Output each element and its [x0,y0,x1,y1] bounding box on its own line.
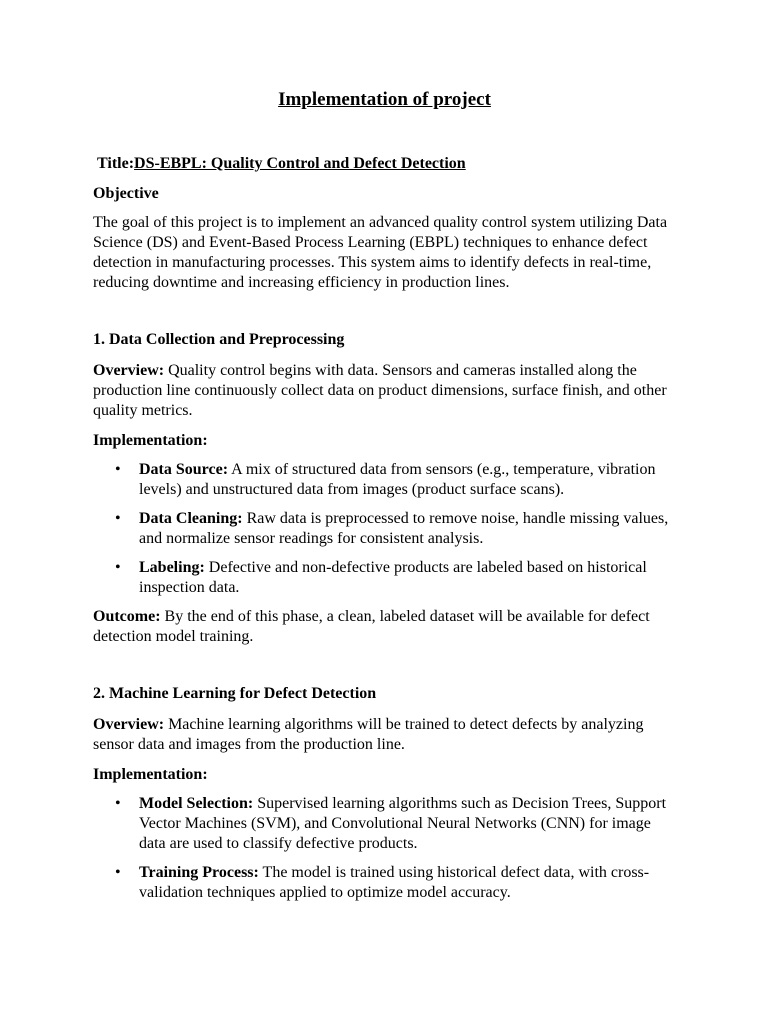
list-item [93,863,676,903]
bullet-text: Supervised learning algorithms such as Decision Trees, Support Vector Machines (SVM), and Convolutional Neural Networks (CNN) for image data are used to classify defective products. [139,795,667,852]
bullet-label: Training Process: [139,864,259,881]
overview-label: Overview: [93,716,165,733]
section-2-bullet-list [93,794,676,903]
section-1-overview [93,361,676,421]
section-1-implementation-heading: Implementation: [93,432,208,449]
bullet-label: Labeling: [139,559,205,576]
overview-text: Quality control begins with data. Sensors and cameras installed along the production line continuously collect data on product dimensions, surface finish, and other quality metrics. [93,362,667,419]
outcome-text: By the end of this phase, a clean, labeled dataset will be available for defect detection model training. [93,608,650,645]
project-name: DS-EBPL: Quality Control and Defect Detection [134,155,466,172]
list-item [93,460,676,500]
bullet-text: The model is trained using historical defect data, with cross-validation techniques applied to optimize model accuracy. [139,864,650,901]
section-1-outcome [93,607,676,647]
bullet-label: Data Cleaning: [139,510,243,527]
section-1-bullet-list [93,460,676,598]
list-item [93,794,676,854]
objective-paragraph: The goal of this project is to implement an advanced quality control system utilizing Data Science (DS) and Event-Based Process Learning (EBPL) techniques to enhance defect detection in manufacturing processes. This system aims to identify defects in real-time, reducing downtime and increasing efficiency in production lines. [93,214,668,291]
bullet-icon: • [115,864,121,881]
section-1-heading: 1. Data Collection and Preprocessing [93,331,345,348]
section-2-overview [93,715,676,755]
overview-label: Overview: [93,362,165,379]
bullet-icon: • [115,461,121,478]
list-item [93,558,676,598]
project-title-prefix: Title: [97,155,135,172]
bullet-label: Model Selection: [139,795,254,812]
objective-heading: Objective [93,185,159,202]
bullet-label: Data Source: [139,461,229,478]
outcome-label: Outcome: [93,608,161,625]
project-title-line [97,154,676,174]
bullet-text: Raw data is preprocessed to remove noise, handle missing values, and normalize sensor readings for consistent analysis. [139,510,669,547]
bullet-icon: • [115,559,121,576]
bullet-icon: • [115,795,121,812]
bullet-text: Defective and non-defective products are labeled based on historical inspection data. [139,559,647,596]
list-item [93,509,676,549]
bullet-text: A mix of structured data from sensors (e.g., temperature, vibration levels) and unstructured data from images (product surface scans). [139,461,656,498]
bullet-icon: • [115,510,121,527]
document-title: Implementation of project [278,89,491,110]
section-2-implementation-heading: Implementation: [93,766,208,783]
overview-text: Machine learning algorithms will be trained to detect defects by analyzing sensor data and images from the production line. [93,716,644,753]
section-2-heading: 2. Machine Learning for Defect Detection [93,685,377,702]
